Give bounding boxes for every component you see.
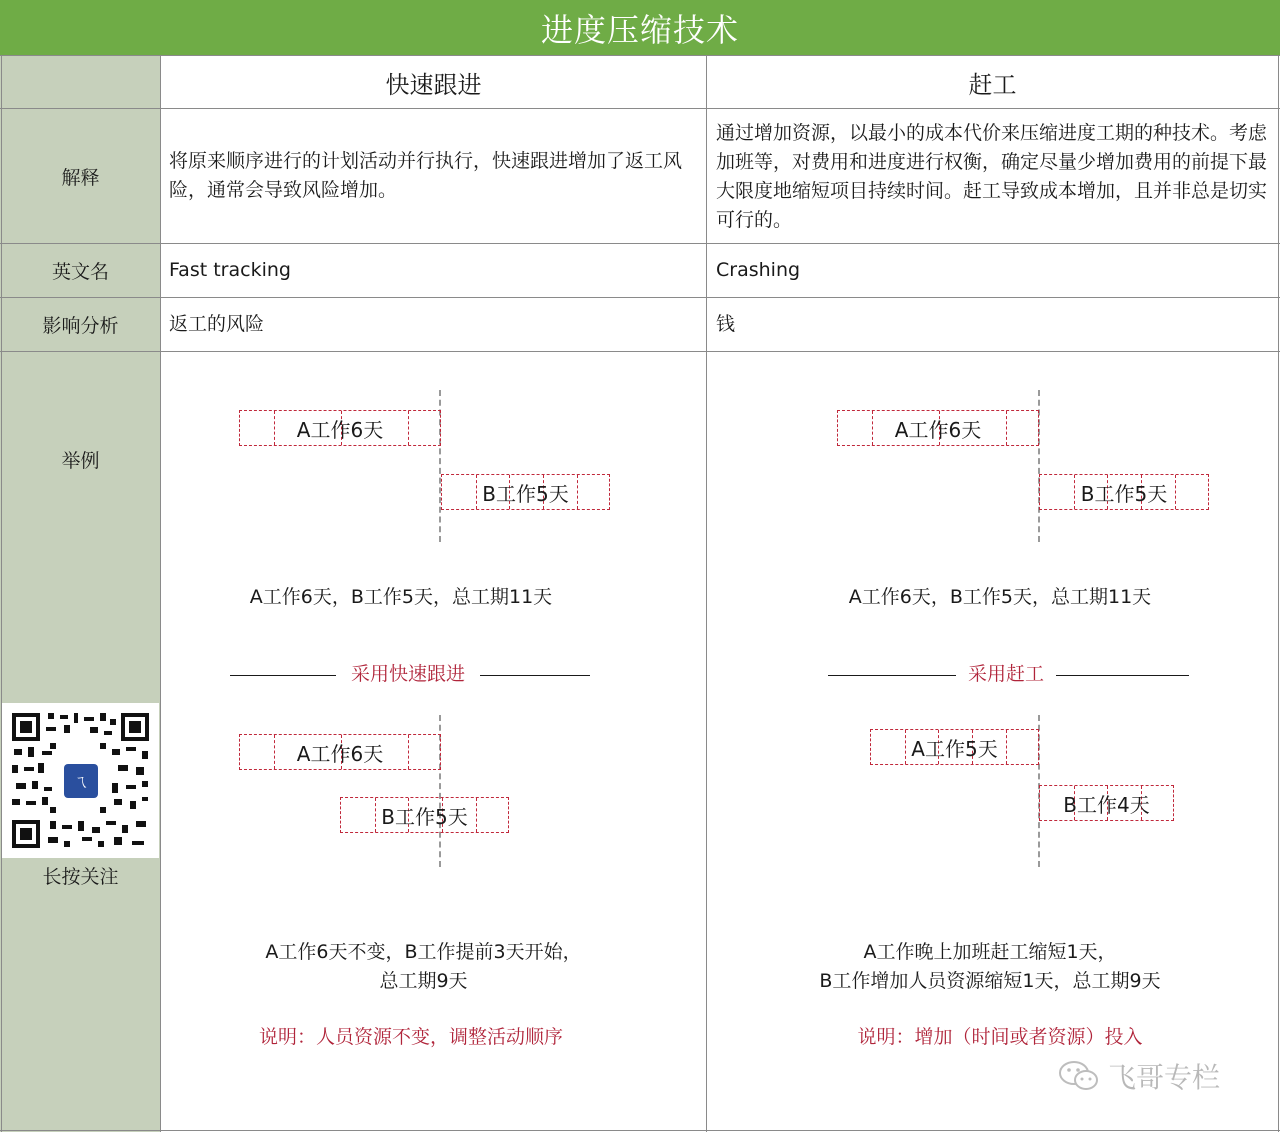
row-label-impact: 影响分析 xyxy=(42,315,119,337)
fast-before-task-a-label: A工作6天 xyxy=(296,417,384,442)
qr-caption: 长按关注 xyxy=(42,866,119,888)
fast-note: 说明：人员资源不变，调整活动顺序 xyxy=(258,1026,563,1048)
fast-before-task-a xyxy=(239,410,441,446)
english-crashing: Crashing xyxy=(716,259,801,281)
crash-before-task-b-label: B工作5天 xyxy=(1080,481,1168,506)
fast-before-task-b xyxy=(441,474,610,510)
header-fast-tracking: 快速跟进 xyxy=(385,70,482,99)
wechat-icon xyxy=(1058,1059,1100,1093)
crash-divider-left xyxy=(828,675,956,676)
crash-before-task-b xyxy=(1039,474,1209,510)
qr-code[interactable] xyxy=(2,703,159,858)
qr-code-graphic xyxy=(2,703,159,858)
crash-before-caption: A工作6天，B工作5天，总工期11天 xyxy=(848,586,1152,608)
grid-line xyxy=(0,297,1280,298)
fast-after-task-a-label: A工作6天 xyxy=(296,741,384,766)
row-label-example: 举例 xyxy=(61,449,100,472)
crash-note: 说明：增加（时间或者资源）投入 xyxy=(857,1026,1143,1048)
explain-crashing: 通过增加资源，以最小的成本代价来压缩进度工期的种技术。考虑加班等，对费用和进度进行权衡，确定尽量少增加费用的前提下最大限度地缩短项目持续时间。赶工导致成本增加，且并非总是切实可行的。 xyxy=(716,122,1268,231)
fast-after-caption-line1: A工作6天不变，B工作提前3天开始， xyxy=(265,941,582,963)
grid-line xyxy=(0,1130,1280,1131)
crash-after-task-b-label: B工作4天 xyxy=(1063,792,1150,817)
crash-after-task-b xyxy=(1039,785,1174,821)
explain-fast-tracking: 将原来顺序进行的计划活动并行执行，快速跟进增加了返工风险，通常会导致风险增加。 xyxy=(169,150,683,201)
impact-fast-tracking: 返工的风险 xyxy=(169,313,265,335)
row-label-explain: 解释 xyxy=(61,166,100,189)
crash-before-task-a-label: A工作6天 xyxy=(894,417,982,442)
impact-crashing: 钱 xyxy=(716,313,736,335)
fast-after-caption-line2: 总工期9天 xyxy=(379,970,468,992)
grid-line xyxy=(0,243,1280,244)
svg-text:ㄟ: ㄟ xyxy=(72,772,90,791)
watermark-text: 飞哥专栏 xyxy=(1108,1061,1221,1094)
row-label-english: 英文名 xyxy=(51,261,109,283)
grid-line xyxy=(0,351,1280,352)
fast-after-task-a xyxy=(239,734,441,770)
grid-line xyxy=(706,55,707,1132)
crash-after-task-a-label: A工作5天 xyxy=(911,736,998,761)
grid-line xyxy=(1278,55,1279,1132)
crash-after-caption-line1: A工作晚上加班赶工缩短1天， xyxy=(863,941,1117,963)
fast-after-task-b-label: B工作5天 xyxy=(381,804,468,829)
header-crashing: 赶工 xyxy=(968,70,1017,99)
watermark xyxy=(1058,1056,1238,1096)
crash-before-task-a xyxy=(837,410,1039,446)
fast-before-task-b-label: B工作5天 xyxy=(482,481,569,506)
crash-divider-right xyxy=(1056,675,1189,676)
fast-divider-label: 采用快速跟进 xyxy=(350,663,465,685)
fast-divider-left xyxy=(230,675,336,676)
page-title: 进度压缩技术 xyxy=(0,0,1280,55)
crash-after-task-a xyxy=(870,729,1039,765)
fast-divider-right xyxy=(480,675,590,676)
english-fast-tracking: Fast tracking xyxy=(169,259,291,281)
grid-line xyxy=(0,108,1280,109)
crash-after-caption-line2: B工作增加人员资源缩短1天，总工期9天 xyxy=(819,970,1161,992)
fast-before-caption: A工作6天，B工作5天，总工期11天 xyxy=(249,586,553,608)
fast-after-task-b xyxy=(340,797,509,833)
crash-divider-label: 采用赶工 xyxy=(967,663,1044,685)
